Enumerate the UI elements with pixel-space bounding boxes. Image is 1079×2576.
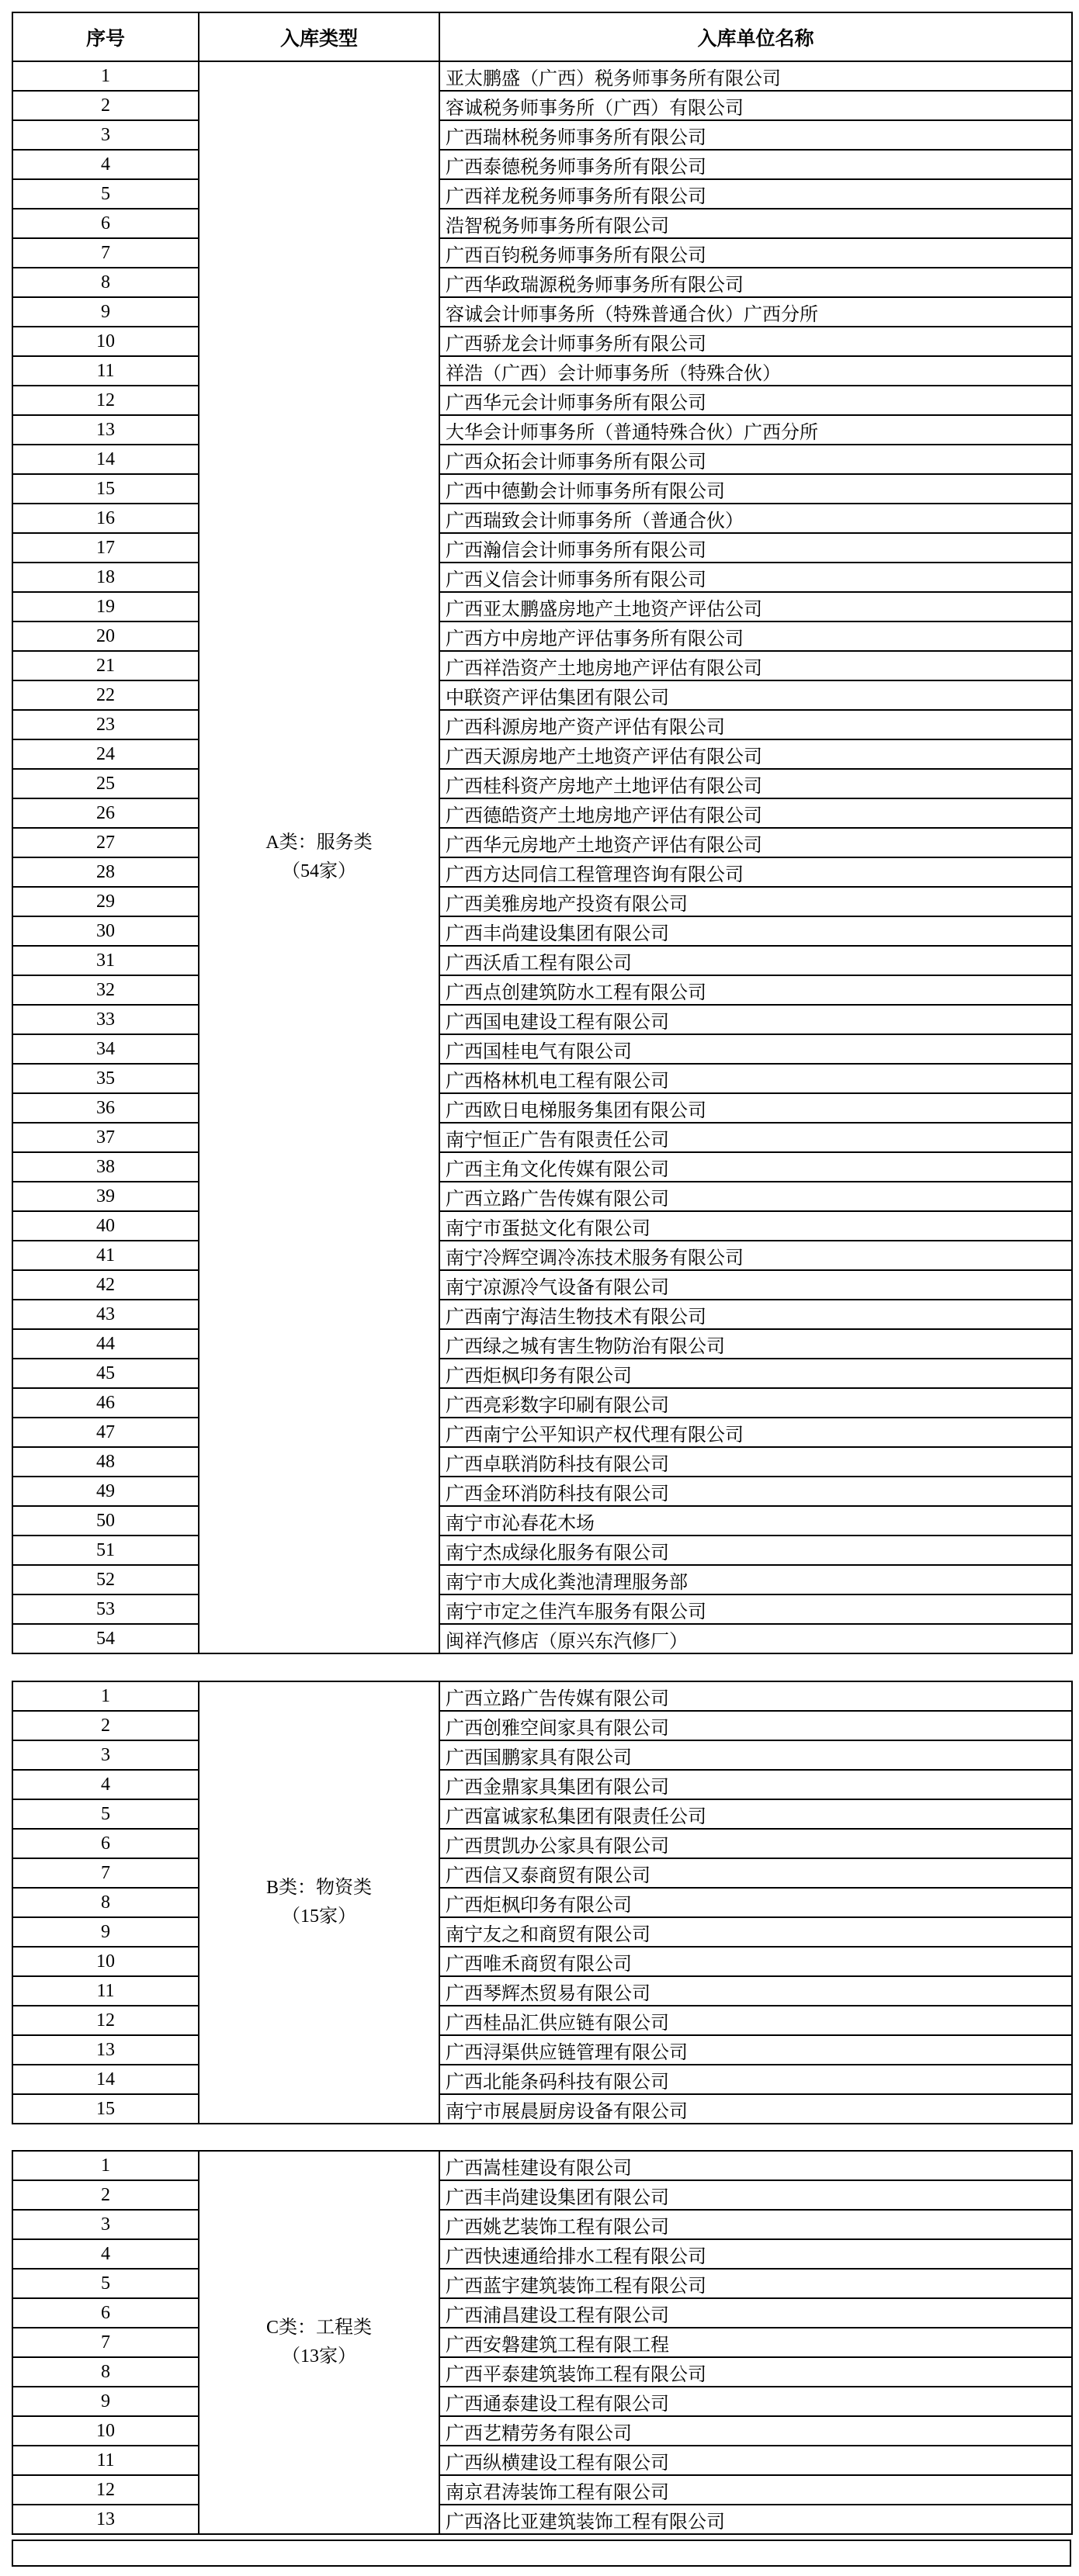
- table-row: [12, 533, 1072, 563]
- row-index: 45: [12, 1359, 199, 1388]
- table-row: [12, 739, 1072, 769]
- row-index: 4: [12, 1770, 199, 1799]
- table-row: [12, 504, 1072, 533]
- row-index: 12: [12, 2006, 199, 2035]
- empty-footer-strip: [12, 2540, 1071, 2567]
- row-company-name: 容诚税务师事务所（广西）有限公司: [439, 91, 1072, 120]
- row-index: 7: [12, 238, 199, 268]
- table-row: [12, 1447, 1072, 1477]
- section-type-cell: [199, 61, 439, 1653]
- row-company-name: 广西金鼎家具集团有限公司: [439, 1770, 1072, 1799]
- table-row: [12, 651, 1072, 680]
- row-company-name: 广西南宁海洁生物技术有限公司: [439, 1300, 1072, 1329]
- table-row: [12, 798, 1072, 828]
- row-company-name: 广西美雅房地产投资有限公司: [439, 887, 1072, 916]
- row-index: 34: [12, 1034, 199, 1064]
- section-type-count: （54家）: [282, 861, 356, 881]
- row-index: 13: [12, 2035, 199, 2065]
- row-index: 53: [12, 1594, 199, 1624]
- row-company-name: 广西北能条码科技有限公司: [439, 2065, 1072, 2094]
- row-index: 27: [12, 828, 199, 857]
- table-row: [12, 2035, 1072, 2065]
- table-row: [12, 1329, 1072, 1359]
- table-row: [12, 975, 1072, 1005]
- section-type-label: B类：物资类: [265, 1877, 372, 1898]
- row-company-name: 南宁市展晨厨房设备有限公司: [439, 2094, 1072, 2124]
- row-company-name: 广西姚艺装饰工程有限公司: [439, 2210, 1072, 2239]
- row-company-name: 南宁冷辉空调冷冻技术服务有限公司: [439, 1241, 1072, 1270]
- table-row: [12, 2387, 1072, 2416]
- row-company-name: 广西桂科资产房地产土地评估有限公司: [439, 769, 1072, 798]
- roster-table-section-a: [12, 12, 1073, 1654]
- row-company-name: 广西德皓资产土地房地产评估有限公司: [439, 798, 1072, 828]
- row-company-name: 广西快速通给排水工程有限公司: [439, 2239, 1072, 2269]
- row-company-name: 南宁市定之佳汽车服务有限公司: [439, 1594, 1072, 1624]
- row-index: 1: [12, 2151, 199, 2180]
- row-index: 43: [12, 1300, 199, 1329]
- table-row: [12, 769, 1072, 798]
- section-type-label: C类：工程类: [265, 2317, 372, 2338]
- column-header-type: 入库类型: [199, 12, 439, 61]
- row-index: 4: [12, 2239, 199, 2269]
- row-index: 5: [12, 2269, 199, 2298]
- table-row: [12, 1064, 1072, 1093]
- row-index: 20: [12, 621, 199, 651]
- table-row: [12, 2269, 1072, 2298]
- row-index: 6: [12, 1829, 199, 1858]
- row-index: 15: [12, 474, 199, 504]
- row-index: 2: [12, 2180, 199, 2210]
- row-index: 52: [12, 1565, 199, 1594]
- row-company-name: 广西天源房地产土地资产评估有限公司: [439, 739, 1072, 769]
- row-company-name: 大华会计师事务所（普通特殊合伙）广西分所: [439, 415, 1072, 445]
- row-index: 51: [12, 1536, 199, 1565]
- table-row: [12, 2328, 1072, 2357]
- row-index: 9: [12, 2387, 199, 2416]
- row-company-name: 广西嵩桂建设有限公司: [439, 2151, 1072, 2180]
- row-company-name: 容诚会计师事务所（特殊普通合伙）广西分所: [439, 297, 1072, 327]
- table-row: [12, 2210, 1072, 2239]
- row-index: 49: [12, 1477, 199, 1506]
- table-row: [12, 415, 1072, 445]
- table-row: [12, 445, 1072, 474]
- row-index: 8: [12, 2357, 199, 2387]
- row-company-name: 广西浦昌建设工程有限公司: [439, 2298, 1072, 2328]
- row-index: 5: [12, 179, 199, 209]
- row-company-name: 广西格林机电工程有限公司: [439, 1064, 1072, 1093]
- table-row: [12, 1123, 1072, 1152]
- row-company-name: 广西沃盾工程有限公司: [439, 946, 1072, 975]
- row-index: 24: [12, 739, 199, 769]
- row-company-name: 广西蓝宇建筑装饰工程有限公司: [439, 2269, 1072, 2298]
- row-index: 13: [12, 2505, 199, 2534]
- row-company-name: 广西创雅空间家具有限公司: [439, 1711, 1072, 1740]
- row-index: 47: [12, 1418, 199, 1447]
- empty-row: [12, 2540, 1070, 2566]
- table-row: [12, 621, 1072, 651]
- row-company-name: 广西主角文化传媒有限公司: [439, 1152, 1072, 1182]
- table-row: [12, 1477, 1072, 1506]
- table-row: [12, 2505, 1072, 2534]
- row-company-name: 广西平泰建筑装饰工程有限公司: [439, 2357, 1072, 2387]
- row-index: 11: [12, 356, 199, 386]
- table-row: [12, 592, 1072, 621]
- row-company-name: 广西瀚信会计师事务所有限公司: [439, 533, 1072, 563]
- row-company-name: 广西百钧税务师事务所有限公司: [439, 238, 1072, 268]
- row-index: 10: [12, 327, 199, 356]
- row-index: 2: [12, 1711, 199, 1740]
- table-row: [12, 887, 1072, 916]
- table-row: [12, 2151, 1072, 2180]
- row-index: 40: [12, 1211, 199, 1241]
- row-index: 46: [12, 1388, 199, 1418]
- row-company-name: 南宁市大成化粪池清理服务部: [439, 1565, 1072, 1594]
- row-index: 3: [12, 1740, 199, 1770]
- table-row: [12, 1917, 1072, 1947]
- table-row: [12, 91, 1072, 120]
- row-company-name: 广西信又泰商贸有限公司: [439, 1858, 1072, 1888]
- row-company-name: 广西丰尚建设集团有限公司: [439, 2180, 1072, 2210]
- table-row: [12, 1799, 1072, 1829]
- section-type-cell: [199, 1681, 439, 2124]
- table-row: [12, 1388, 1072, 1418]
- section-type-count: （15家）: [282, 1906, 356, 1927]
- row-index: 13: [12, 415, 199, 445]
- row-index: 54: [12, 1624, 199, 1653]
- row-index: 48: [12, 1447, 199, 1477]
- row-company-name: 广西艺精劳务有限公司: [439, 2416, 1072, 2446]
- row-company-name: 南宁恒正广告有限责任公司: [439, 1123, 1072, 1152]
- row-company-name: 广西卓联消防科技有限公司: [439, 1447, 1072, 1477]
- row-company-name: 南宁杰成绿化服务有限公司: [439, 1536, 1072, 1565]
- table-row: [12, 916, 1072, 946]
- row-index: 22: [12, 680, 199, 710]
- table-row: [12, 1418, 1072, 1447]
- table-row: [12, 297, 1072, 327]
- row-company-name: 广西方中房地产评估事务所有限公司: [439, 621, 1072, 651]
- row-company-name: 浩智税务师事务所有限公司: [439, 209, 1072, 238]
- row-company-name: 广西富诚家私集团有限责任公司: [439, 1799, 1072, 1829]
- row-company-name: 南京君涛装饰工程有限公司: [439, 2475, 1072, 2505]
- table-row: [12, 2006, 1072, 2035]
- row-company-name: 广西瑞林税务师事务所有限公司: [439, 120, 1072, 150]
- row-index: 44: [12, 1329, 199, 1359]
- row-index: 28: [12, 857, 199, 887]
- table-row: [12, 2357, 1072, 2387]
- row-index: 14: [12, 445, 199, 474]
- row-index: 32: [12, 975, 199, 1005]
- table-row: [12, 1888, 1072, 1917]
- row-index: 50: [12, 1506, 199, 1536]
- row-index: 15: [12, 2094, 199, 2124]
- table-row: [12, 268, 1072, 297]
- row-index: 39: [12, 1182, 199, 1211]
- table-row: [12, 1093, 1072, 1123]
- column-header-unit-name: 入库单位名称: [439, 12, 1072, 61]
- table-row: [12, 857, 1072, 887]
- row-company-name: 广西炬枫印务有限公司: [439, 1888, 1072, 1917]
- row-company-name: 广西南宁公平知识产权代理有限公司: [439, 1418, 1072, 1447]
- table-row: [12, 356, 1072, 386]
- table-row: [12, 1947, 1072, 1976]
- row-company-name: 广西华元房地产土地资产评估有限公司: [439, 828, 1072, 857]
- row-company-name: 广西贯凯办公家具有限公司: [439, 1829, 1072, 1858]
- table-row: [12, 1241, 1072, 1270]
- row-index: 5: [12, 1799, 199, 1829]
- column-header-index: 序号: [12, 12, 199, 61]
- row-index: 9: [12, 297, 199, 327]
- row-company-name: 南宁市沁春花木场: [439, 1506, 1072, 1536]
- row-company-name: 广西方达同信工程管理咨询有限公司: [439, 857, 1072, 887]
- row-company-name: 广西瑞致会计师事务所（普通合伙）: [439, 504, 1072, 533]
- row-company-name: 广西洛比亚建筑装饰工程有限公司: [439, 2505, 1072, 2534]
- row-index: 42: [12, 1270, 199, 1300]
- table-row: [12, 1681, 1072, 1711]
- row-company-name: 广西祥龙税务师事务所有限公司: [439, 179, 1072, 209]
- row-index: 6: [12, 2298, 199, 2328]
- table-row: [12, 386, 1072, 415]
- row-company-name: 广西众拓会计师事务所有限公司: [439, 445, 1072, 474]
- row-company-name: 广西科源房地产资产评估有限公司: [439, 710, 1072, 739]
- row-company-name: 广西绿之城有害生物防治有限公司: [439, 1329, 1072, 1359]
- row-index: 3: [12, 2210, 199, 2239]
- row-company-name: 中联资产评估集团有限公司: [439, 680, 1072, 710]
- row-company-name: 祥浩（广西）会计师事务所（特殊合伙）: [439, 356, 1072, 386]
- row-company-name: 广西金环消防科技有限公司: [439, 1477, 1072, 1506]
- table-row: [12, 946, 1072, 975]
- row-index: 41: [12, 1241, 199, 1270]
- row-company-name: 广西亚太鹏盛房地产土地资产评估公司: [439, 592, 1072, 621]
- row-company-name: 南宁凉源冷气设备有限公司: [439, 1270, 1072, 1300]
- row-company-name: 广西浔渠供应链管理有限公司: [439, 2035, 1072, 2065]
- row-index: 10: [12, 2416, 199, 2446]
- table-row: [12, 61, 1072, 91]
- row-index: 38: [12, 1152, 199, 1182]
- row-company-name: 广西桂品汇供应链有限公司: [439, 2006, 1072, 2035]
- section-type-label: A类：服务类: [265, 832, 373, 853]
- row-company-name: 广西纵横建设工程有限公司: [439, 2446, 1072, 2475]
- row-company-name: 广西祥浩资产土地房地产评估有限公司: [439, 651, 1072, 680]
- row-company-name: 亚太鹏盛（广西）税务师事务所有限公司: [439, 61, 1072, 91]
- table-row: [12, 1594, 1072, 1624]
- row-company-name: 广西安磐建筑工程有限工程: [439, 2328, 1072, 2357]
- table-row: [12, 1711, 1072, 1740]
- table-row: [12, 327, 1072, 356]
- table-row: [12, 179, 1072, 209]
- table-row: [12, 2094, 1072, 2124]
- row-index: 35: [12, 1064, 199, 1093]
- table-row: [12, 238, 1072, 268]
- row-company-name: 广西通泰建设工程有限公司: [439, 2387, 1072, 2416]
- table-row: [12, 1300, 1072, 1329]
- row-company-name: 广西欧日电梯服务集团有限公司: [439, 1093, 1072, 1123]
- row-company-name: 广西炬枫印务有限公司: [439, 1359, 1072, 1388]
- table-row: [12, 1565, 1072, 1594]
- table-row: [12, 2446, 1072, 2475]
- table-row: [12, 563, 1072, 592]
- row-company-name: 广西亮彩数字印刷有限公司: [439, 1388, 1072, 1418]
- table-row: [12, 680, 1072, 710]
- row-index: 12: [12, 386, 199, 415]
- row-index: 7: [12, 1858, 199, 1888]
- roster-table-section-b: [12, 1681, 1073, 2124]
- table-row: [12, 1740, 1072, 1770]
- table-row: [12, 1858, 1072, 1888]
- row-company-name: 广西国电建设工程有限公司: [439, 1005, 1072, 1034]
- row-index: 26: [12, 798, 199, 828]
- row-index: 33: [12, 1005, 199, 1034]
- row-company-name: 南宁友之和商贸有限公司: [439, 1917, 1072, 1947]
- row-company-name: 南宁市蛋挞文化有限公司: [439, 1211, 1072, 1241]
- row-company-name: 广西立路广告传媒有限公司: [439, 1182, 1072, 1211]
- table-row: [12, 1506, 1072, 1536]
- row-index: 11: [12, 1976, 199, 2006]
- row-index: 14: [12, 2065, 199, 2094]
- row-index: 16: [12, 504, 199, 533]
- table-row: [12, 1005, 1072, 1034]
- row-company-name: 广西丰尚建设集团有限公司: [439, 916, 1072, 946]
- row-company-name: 广西泰德税务师事务所有限公司: [439, 150, 1072, 179]
- row-company-name: 广西骄龙会计师事务所有限公司: [439, 327, 1072, 356]
- row-index: 3: [12, 120, 199, 150]
- row-company-name: 广西唯禾商贸有限公司: [439, 1947, 1072, 1976]
- table-row: [12, 1536, 1072, 1565]
- row-index: 29: [12, 887, 199, 916]
- row-index: 31: [12, 946, 199, 975]
- table-row: [12, 474, 1072, 504]
- table-row: [12, 1829, 1072, 1858]
- row-index: 17: [12, 533, 199, 563]
- row-index: 8: [12, 1888, 199, 1917]
- row-index: 25: [12, 769, 199, 798]
- row-index: 23: [12, 710, 199, 739]
- row-company-name: 广西华元会计师事务所有限公司: [439, 386, 1072, 415]
- row-company-name: 广西中德勤会计师事务所有限公司: [439, 474, 1072, 504]
- row-index: 1: [12, 61, 199, 91]
- row-index: 10: [12, 1947, 199, 1976]
- row-index: 18: [12, 563, 199, 592]
- table-row: [12, 2475, 1072, 2505]
- row-index: 4: [12, 150, 199, 179]
- table-row: [12, 1770, 1072, 1799]
- row-index: 2: [12, 91, 199, 120]
- row-company-name: 广西立路广告传媒有限公司: [439, 1681, 1072, 1711]
- row-index: 11: [12, 2446, 199, 2475]
- row-company-name: 广西琴辉杰贸易有限公司: [439, 1976, 1072, 2006]
- table-row: [12, 2065, 1072, 2094]
- table-row: [12, 1270, 1072, 1300]
- table-row: [12, 120, 1072, 150]
- table-row: [12, 2239, 1072, 2269]
- section-type-count: （13家）: [282, 2346, 356, 2367]
- table-row: [12, 710, 1072, 739]
- row-index: 1: [12, 1681, 199, 1711]
- roster-table-section-c: [12, 2150, 1073, 2535]
- row-index: 9: [12, 1917, 199, 1947]
- table-row: [12, 1152, 1072, 1182]
- row-index: 7: [12, 2328, 199, 2357]
- table-row: [12, 150, 1072, 179]
- row-index: 6: [12, 209, 199, 238]
- row-index: 12: [12, 2475, 199, 2505]
- table-row: [12, 1624, 1072, 1653]
- section-type-cell: [199, 2151, 439, 2534]
- table-row: [12, 2180, 1072, 2210]
- row-company-name: 闽祥汽修店（原兴东汽修厂）: [439, 1624, 1072, 1653]
- row-index: 21: [12, 651, 199, 680]
- table-row: [12, 2416, 1072, 2446]
- table-row: [12, 209, 1072, 238]
- row-index: 36: [12, 1093, 199, 1123]
- row-index: 8: [12, 268, 199, 297]
- table-row: [12, 1034, 1072, 1064]
- table-row: [12, 1359, 1072, 1388]
- row-company-name: 广西义信会计师事务所有限公司: [439, 563, 1072, 592]
- table-row: [12, 1211, 1072, 1241]
- row-company-name: 广西点创建筑防水工程有限公司: [439, 975, 1072, 1005]
- empty-cell: [12, 2540, 1070, 2566]
- row-company-name: 广西国桂电气有限公司: [439, 1034, 1072, 1064]
- header-row: [12, 12, 1072, 61]
- row-index: 37: [12, 1123, 199, 1152]
- table-row: [12, 828, 1072, 857]
- row-company-name: 广西国鹏家具有限公司: [439, 1740, 1072, 1770]
- table-row: [12, 1976, 1072, 2006]
- table-row: [12, 1182, 1072, 1211]
- row-index: 30: [12, 916, 199, 946]
- row-company-name: 广西华政瑞源税务师事务所有限公司: [439, 268, 1072, 297]
- row-index: 19: [12, 592, 199, 621]
- table-row: [12, 2298, 1072, 2328]
